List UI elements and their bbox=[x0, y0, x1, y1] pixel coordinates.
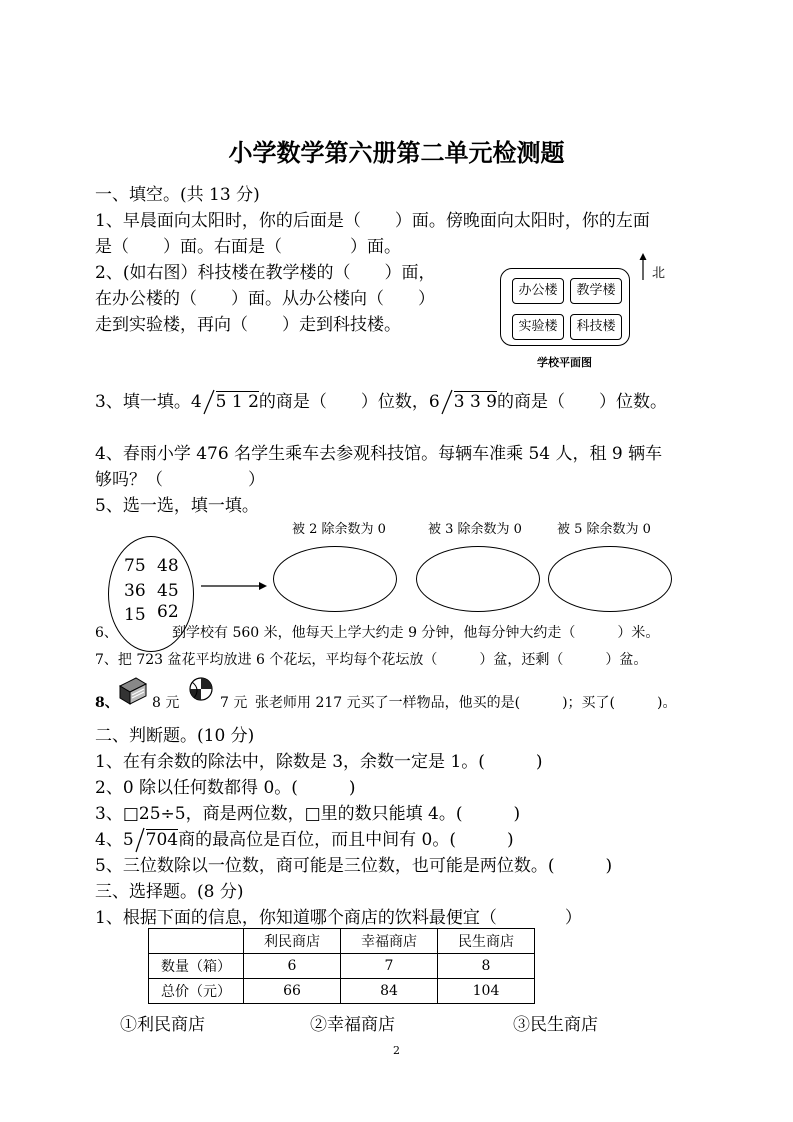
section-heading-choice: 三、选择题。(8 分) bbox=[95, 882, 244, 902]
number-62: 62 bbox=[157, 602, 179, 622]
question-5: 5、选一选，填一填。 bbox=[95, 496, 259, 516]
question-7: 7、把 723 盆花平均放进 6 个花坛，平均每个花坛放（ ）盆，还剩（ ）盆。 bbox=[95, 652, 648, 668]
set-ellipse-div3 bbox=[416, 546, 540, 612]
option-3: ③民生商店 bbox=[513, 1015, 598, 1035]
question-4-line-2: 够吗？（ ） bbox=[95, 470, 265, 490]
judge-q4-suffix: 商的最高位是百位，而且中间有 0。( ) bbox=[178, 830, 514, 850]
question-6-prefix: 6、 bbox=[95, 625, 118, 641]
question-1-line-1: 1、早晨面向太阳时，你的后面是（ ）面。傍晚面向太阳时，你的左面 bbox=[95, 211, 650, 231]
lab-building: 实验楼 bbox=[512, 314, 564, 340]
number-75: 75 bbox=[124, 556, 146, 576]
table-header-row bbox=[149, 929, 535, 954]
set-ellipse-div5 bbox=[548, 546, 672, 612]
dividend-512: 5 1 2 bbox=[215, 392, 259, 412]
ball-icon bbox=[188, 676, 214, 702]
question-2-line-2: 在办公楼的（ ）面。从办公楼向（ ） bbox=[95, 289, 435, 309]
set-label-div5: 被 5 除余数为 0 bbox=[557, 522, 651, 537]
division-slash-icon bbox=[134, 826, 146, 854]
division-slash-icon bbox=[202, 388, 216, 416]
number-45: 45 bbox=[157, 581, 179, 601]
table-cell: 8 bbox=[438, 954, 535, 979]
division-bracket-1 bbox=[202, 392, 259, 412]
set-label-div2: 被 2 除余数为 0 bbox=[292, 522, 386, 537]
option-2: ②幸福商店 bbox=[310, 1015, 395, 1035]
option-1: ①利民商店 bbox=[120, 1015, 205, 1035]
judge-question-3: 3、□25÷5，商是两位数，□里的数只能填 4。( ) bbox=[95, 804, 521, 824]
table-cell: 6 bbox=[244, 954, 341, 979]
q3-middle: 的商是（ ）位数，6 bbox=[258, 392, 440, 412]
division-bracket-3 bbox=[134, 830, 178, 850]
table-row bbox=[149, 954, 535, 979]
ball-price: 7 元 bbox=[220, 695, 248, 711]
price-table bbox=[148, 928, 535, 1004]
judge-question-1: 1、在有余数的除法中，除数是 3，余数一定是 1。( ) bbox=[95, 752, 543, 772]
north-arrow-icon bbox=[638, 253, 648, 281]
number-48: 48 bbox=[157, 556, 179, 576]
question-8-text: 张老师用 217 元买了一样物品，他买的是( )；买了( )。 bbox=[255, 695, 677, 711]
choice-question-1: 1、根据下面的信息，你知道哪个商店的饮料最便宜（ ） bbox=[95, 908, 582, 928]
division-bracket-2 bbox=[440, 392, 497, 412]
page-number: 2 bbox=[393, 1044, 400, 1057]
table-header: 幸福商店 bbox=[341, 929, 438, 954]
question-2-line-1: 2、(如右图）科技楼在教学楼的（ ）面， bbox=[95, 263, 436, 283]
set-ellipse-div2 bbox=[273, 546, 397, 612]
set-label-div3: 被 3 除余数为 0 bbox=[428, 522, 522, 537]
office-building: 办公楼 bbox=[512, 278, 564, 304]
section-heading-judge: 二、判断题。(10 分) bbox=[95, 726, 255, 746]
table-cell bbox=[149, 929, 244, 954]
map-caption: 学校平面图 bbox=[537, 356, 592, 369]
judge-question-2: 2、0 除以任何数都得 0。( ) bbox=[95, 778, 356, 798]
table-cell: 84 bbox=[341, 979, 438, 1004]
page-title: 小学数学第六册第二单元检测题 bbox=[228, 138, 565, 167]
number-36: 36 bbox=[124, 581, 146, 601]
table-row bbox=[149, 979, 535, 1004]
table-header: 民生商店 bbox=[438, 929, 535, 954]
table-cell: 数量（箱） bbox=[149, 954, 244, 979]
dividend-339: 3 3 9 bbox=[453, 392, 497, 412]
question-6: 到学校有 560 米，他每天上学大约走 9 分钟，他每分钟大约走（ ）米。 bbox=[172, 625, 660, 641]
number-15: 15 bbox=[124, 605, 146, 625]
question-8-number: 8、 bbox=[95, 695, 119, 711]
judge-question-5: 5、三位数除以一位数，商可能是三位数，也可能是两位数。( ) bbox=[95, 856, 613, 876]
question-1-line-2: 是（ ）面。右面是（ ）面。 bbox=[95, 237, 401, 257]
question-3 bbox=[95, 387, 667, 412]
science-building: 科技楼 bbox=[570, 314, 622, 340]
table-cell: 104 bbox=[438, 979, 535, 1004]
question-4-line-1: 4、春雨小学 476 名学生乘车去参观科技馆。每辆车准乘 54 人，租 9 辆车 bbox=[95, 444, 663, 464]
judge-question-4 bbox=[95, 825, 514, 850]
arrow-right-icon bbox=[201, 580, 267, 592]
book-icon bbox=[116, 676, 148, 706]
teaching-building: 教学楼 bbox=[570, 278, 622, 304]
division-slash-icon bbox=[440, 388, 454, 416]
judge-q4-prefix: 4、5 bbox=[95, 830, 134, 850]
q3-suffix: 的商是（ ）位数。 bbox=[497, 392, 667, 412]
question-2-line-3: 走到实验楼，再向（ ）走到科技楼。 bbox=[95, 315, 401, 335]
table-cell: 总价（元） bbox=[149, 979, 244, 1004]
table-cell: 66 bbox=[244, 979, 341, 1004]
table-cell: 7 bbox=[341, 954, 438, 979]
section-heading-fill-blank: 一、填空。(共 13 分) bbox=[95, 185, 260, 205]
dividend-704: 704 bbox=[145, 830, 179, 850]
table-header: 利民商店 bbox=[244, 929, 341, 954]
q3-prefix: 3、填一填。4 bbox=[95, 392, 202, 412]
north-label: 北 bbox=[652, 266, 666, 281]
book-price: 8 元 bbox=[152, 695, 180, 711]
